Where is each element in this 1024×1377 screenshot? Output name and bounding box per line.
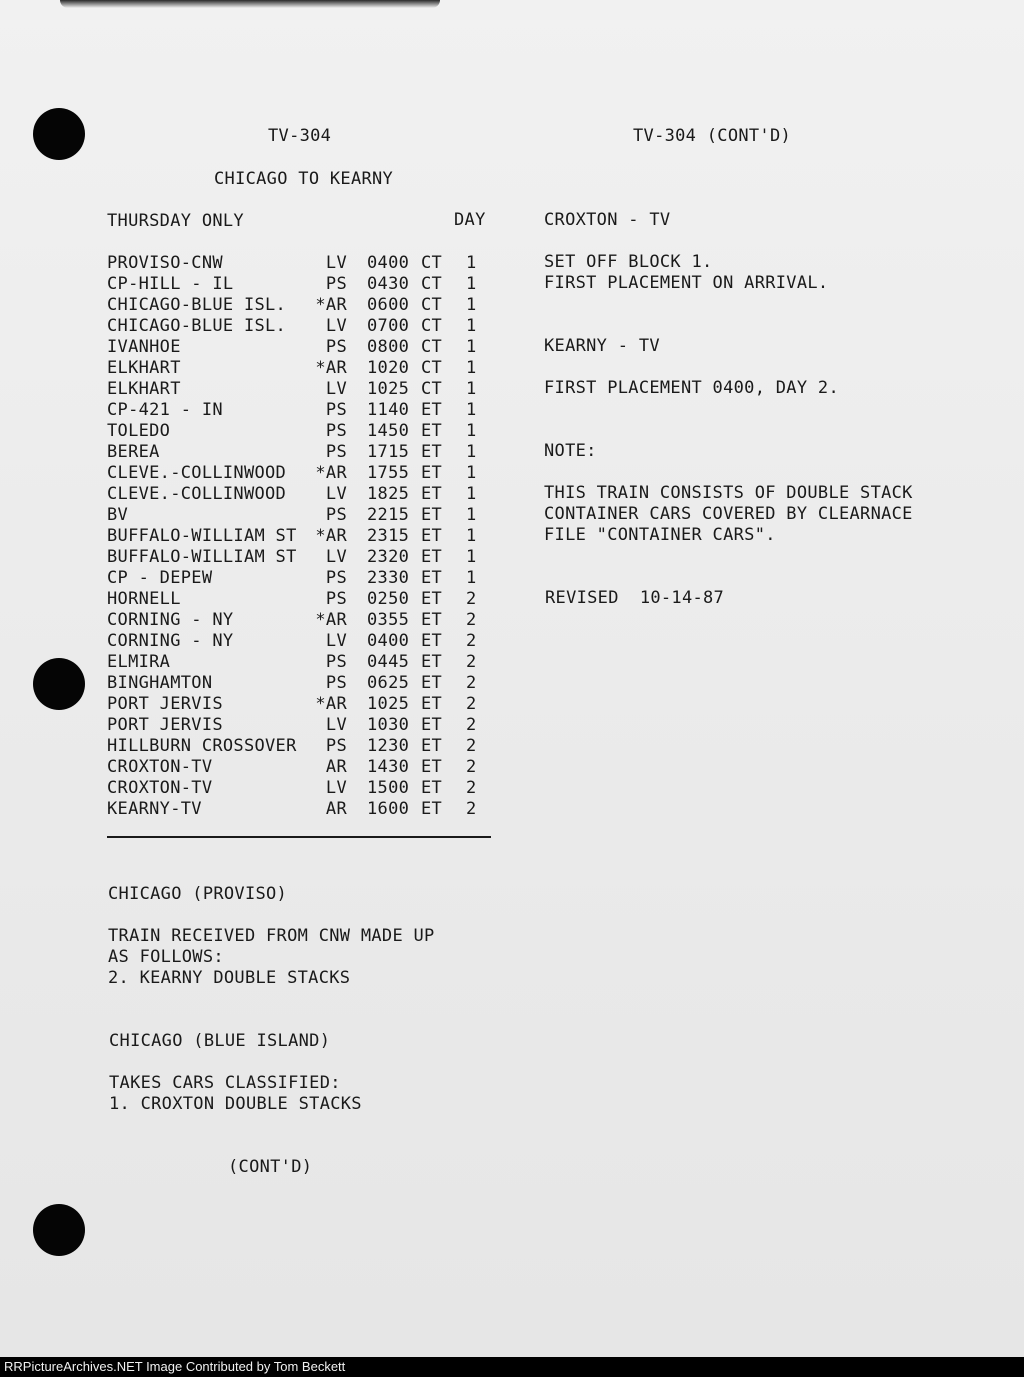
- note-line-2: CONTAINER CARS COVERED BY CLEARNACE: [544, 504, 913, 524]
- time-zone: ET: [421, 526, 443, 546]
- event-code: *AR: [315, 694, 347, 714]
- station-name: CROXTON-TV: [107, 757, 213, 777]
- event-time: 0625: [367, 673, 410, 693]
- revised-date: REVISED 10-14-87: [545, 588, 725, 608]
- event-code: PS: [325, 274, 347, 294]
- time-zone: ET: [421, 442, 443, 462]
- time-zone: ET: [421, 799, 443, 819]
- time-zone: CT: [421, 253, 443, 273]
- day-number: 1: [466, 442, 477, 462]
- time-zone: ET: [421, 505, 443, 525]
- event-code: *AR: [315, 295, 347, 315]
- day-number: 1: [466, 400, 477, 420]
- event-code: PS: [325, 442, 347, 462]
- day-number: 2: [466, 589, 477, 609]
- event-time: 1025: [367, 379, 410, 399]
- time-zone: CT: [421, 274, 443, 294]
- event-code: LV: [325, 253, 347, 273]
- event-code: PS: [325, 505, 347, 525]
- event-time: 2330: [367, 568, 410, 588]
- station-name: CHICAGO-BLUE ISL.: [107, 316, 287, 336]
- event-time: 0430: [367, 274, 410, 294]
- day-number: 1: [466, 526, 477, 546]
- event-time: 1500: [367, 778, 410, 798]
- time-zone: ET: [421, 484, 443, 504]
- event-time: 1230: [367, 736, 410, 756]
- note-heading: NOTE:: [544, 441, 597, 461]
- station-name: ELKHART: [107, 358, 181, 378]
- event-time: 1715: [367, 442, 410, 462]
- station-name: BINGHAMTON: [107, 673, 213, 693]
- day-number: 2: [466, 631, 477, 651]
- event-code: LV: [325, 631, 347, 651]
- time-zone: CT: [421, 358, 443, 378]
- station-name: PROVISO-CNW: [107, 253, 223, 273]
- day-number: 2: [466, 715, 477, 735]
- day-number: 1: [466, 253, 477, 273]
- train-header-right: TV-304 (CONT'D): [633, 126, 792, 146]
- event-code: PS: [325, 400, 347, 420]
- time-zone: CT: [421, 295, 443, 315]
- station-name: BV: [107, 505, 129, 525]
- day-number: 2: [466, 694, 477, 714]
- day-number: 1: [466, 274, 477, 294]
- event-code: AR: [325, 799, 347, 819]
- proviso-line-3: 2. KEARNY DOUBLE STACKS: [108, 968, 351, 988]
- station-name: CLEVE.-COLLINWOOD: [107, 463, 287, 483]
- time-zone: ET: [421, 463, 443, 483]
- event-time: 2320: [367, 547, 410, 567]
- event-code: LV: [325, 379, 347, 399]
- blue-island-heading: CHICAGO (BLUE ISLAND): [109, 1031, 331, 1051]
- event-code: AR: [325, 757, 347, 777]
- station-name: BUFFALO-WILLIAM ST: [107, 526, 297, 546]
- event-time: 0355: [367, 610, 410, 630]
- time-zone: ET: [421, 652, 443, 672]
- time-zone: ET: [421, 715, 443, 735]
- station-name: CORNING - NY: [107, 631, 234, 651]
- event-time: 0445: [367, 652, 410, 672]
- continued-label: (CONT'D): [228, 1157, 313, 1177]
- day-number: 1: [466, 505, 477, 525]
- punch-hole: [33, 108, 85, 160]
- day-number: 2: [466, 652, 477, 672]
- station-name: CORNING - NY: [107, 610, 234, 630]
- event-time: 0600: [367, 295, 410, 315]
- station-name: TOLEDO: [107, 421, 171, 441]
- time-zone: ET: [421, 778, 443, 798]
- proviso-line-1: TRAIN RECEIVED FROM CNW MADE UP: [108, 926, 435, 946]
- time-zone: CT: [421, 379, 443, 399]
- day-number: 1: [466, 295, 477, 315]
- event-time: 1600: [367, 799, 410, 819]
- station-name: BUFFALO-WILLIAM ST: [107, 547, 297, 567]
- day-number: 2: [466, 757, 477, 777]
- station-name: CP-HILL - IL: [107, 274, 234, 294]
- event-code: PS: [325, 652, 347, 672]
- station-name: CLEVE.-COLLINWOOD: [107, 484, 287, 504]
- route-title: CHICAGO TO KEARNY: [214, 169, 394, 189]
- event-code: PS: [325, 673, 347, 693]
- punch-hole: [33, 1204, 85, 1256]
- event-time: 2315: [367, 526, 410, 546]
- time-zone: ET: [421, 610, 443, 630]
- time-zone: ET: [421, 589, 443, 609]
- day-number: 1: [466, 547, 477, 567]
- note-line-3: FILE "CONTAINER CARS".: [544, 525, 776, 545]
- day-number: 2: [466, 799, 477, 819]
- station-name: BEREA: [107, 442, 160, 462]
- event-time: 0400: [367, 253, 410, 273]
- station-name: HORNELL: [107, 589, 181, 609]
- station-name: ELMIRA: [107, 652, 171, 672]
- scan-edge-shadow: [60, 0, 440, 8]
- event-time: 1140: [367, 400, 410, 420]
- time-zone: ET: [421, 547, 443, 567]
- station-name: KEARNY-TV: [107, 799, 202, 819]
- time-zone: ET: [421, 673, 443, 693]
- day-number: 2: [466, 610, 477, 630]
- time-zone: ET: [421, 568, 443, 588]
- time-zone: ET: [421, 631, 443, 651]
- station-name: PORT JERVIS: [107, 715, 223, 735]
- blue-island-line-1: TAKES CARS CLASSIFIED:: [109, 1073, 341, 1093]
- event-time: 1755: [367, 463, 410, 483]
- day-number: 2: [466, 673, 477, 693]
- proviso-line-2: AS FOLLOWS:: [108, 947, 224, 967]
- day-number: 2: [466, 736, 477, 756]
- day-number: 2: [466, 778, 477, 798]
- station-name: CROXTON-TV: [107, 778, 213, 798]
- station-name: CHICAGO-BLUE ISL.: [107, 295, 287, 315]
- event-code: *AR: [315, 358, 347, 378]
- event-time: 1430: [367, 757, 410, 777]
- event-time: 1025: [367, 694, 410, 714]
- time-zone: ET: [421, 400, 443, 420]
- event-code: PS: [325, 568, 347, 588]
- station-name: PORT JERVIS: [107, 694, 223, 714]
- note-line-1: THIS TRAIN CONSISTS OF DOUBLE STACK: [544, 483, 913, 503]
- croxton-line-1: SET OFF BLOCK 1.: [544, 252, 713, 272]
- day-number: 1: [466, 379, 477, 399]
- train-header-left: TV-304: [268, 126, 332, 146]
- time-zone: ET: [421, 757, 443, 777]
- day-number: 1: [466, 463, 477, 483]
- event-code: PS: [325, 421, 347, 441]
- event-code: LV: [325, 715, 347, 735]
- day-column-header: DAY: [454, 210, 486, 230]
- station-name: IVANHOE: [107, 337, 181, 357]
- event-time: 1825: [367, 484, 410, 504]
- event-time: 0400: [367, 631, 410, 651]
- day-number: 1: [466, 421, 477, 441]
- event-time: 1030: [367, 715, 410, 735]
- day-number: 1: [466, 316, 477, 336]
- time-zone: CT: [421, 316, 443, 336]
- time-zone: CT: [421, 337, 443, 357]
- station-name: CP - DEPEW: [107, 568, 213, 588]
- event-code: *AR: [315, 526, 347, 546]
- day-number: 1: [466, 484, 477, 504]
- time-zone: ET: [421, 421, 443, 441]
- punch-hole: [33, 658, 85, 710]
- kearny-line-1: FIRST PLACEMENT 0400, DAY 2.: [544, 378, 839, 398]
- image-credit-footer: RRPictureArchives.NET Image Contributed by Tom Beckett: [0, 1357, 1024, 1377]
- event-code: PS: [325, 337, 347, 357]
- time-zone: ET: [421, 736, 443, 756]
- croxton-heading: CROXTON - TV: [544, 210, 671, 230]
- event-code: PS: [325, 589, 347, 609]
- event-code: *AR: [315, 463, 347, 483]
- event-code: *AR: [315, 610, 347, 630]
- event-code: LV: [325, 316, 347, 336]
- kearny-heading: KEARNY - TV: [544, 336, 660, 356]
- section-divider: [107, 836, 491, 838]
- event-time: 2215: [367, 505, 410, 525]
- schedule-note: THURSDAY ONLY: [107, 211, 244, 231]
- time-zone: ET: [421, 694, 443, 714]
- event-code: PS: [325, 736, 347, 756]
- event-code: LV: [325, 547, 347, 567]
- event-time: 1020: [367, 358, 410, 378]
- event-time: 1450: [367, 421, 410, 441]
- blue-island-line-2: 1. CROXTON DOUBLE STACKS: [109, 1094, 362, 1114]
- day-number: 1: [466, 358, 477, 378]
- day-number: 1: [466, 568, 477, 588]
- event-time: 0700: [367, 316, 410, 336]
- event-code: LV: [325, 484, 347, 504]
- event-code: LV: [325, 778, 347, 798]
- station-name: HILLBURN CROSSOVER: [107, 736, 297, 756]
- event-time: 0250: [367, 589, 410, 609]
- station-name: CP-421 - IN: [107, 400, 223, 420]
- proviso-heading: CHICAGO (PROVISO): [108, 884, 288, 904]
- event-time: 0800: [367, 337, 410, 357]
- day-number: 1: [466, 337, 477, 357]
- croxton-line-2: FIRST PLACEMENT ON ARRIVAL.: [544, 273, 829, 293]
- station-name: ELKHART: [107, 379, 181, 399]
